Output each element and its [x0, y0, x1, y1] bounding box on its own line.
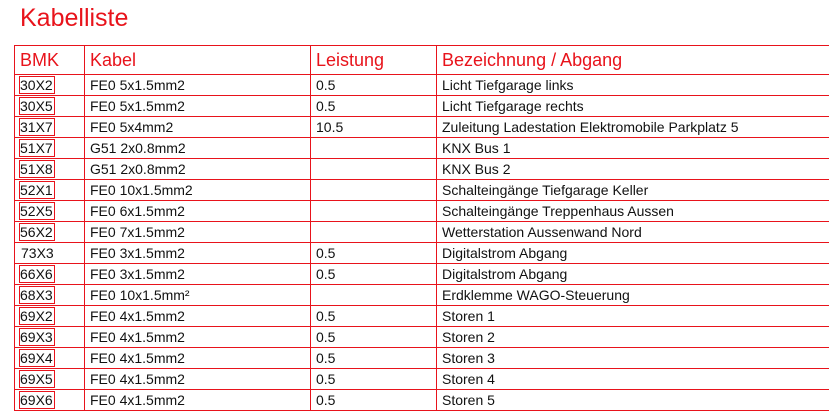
- cell-bezeichnung: Storen 2: [437, 327, 829, 348]
- bmk-reference-box: 51X8: [19, 160, 55, 178]
- cell-bezeichnung: Digitalstrom Abgang: [437, 243, 829, 264]
- bmk-reference-box: 69X6: [19, 391, 55, 409]
- cell-bezeichnung: Storen 5: [437, 390, 829, 411]
- cell-bmk: [15, 201, 85, 222]
- cell-bmk: [15, 222, 85, 243]
- cell-leistung: [311, 222, 437, 243]
- cell-bezeichnung: Licht Tiefgarage links: [437, 75, 829, 96]
- bmk-reference-box: 69X2: [19, 307, 55, 325]
- cell-leistung: 0.5: [311, 327, 437, 348]
- table-row: [15, 369, 829, 390]
- cell-bezeichnung: Schalteingänge Tiefgarage Keller: [437, 180, 829, 201]
- bmk-reference-box: 69X5: [19, 370, 55, 388]
- cell-bezeichnung: Erdklemme WAGO-Steuerung: [437, 285, 829, 306]
- cell-bmk: [15, 348, 85, 369]
- column-header-leistung: Leistung: [311, 46, 437, 75]
- cell-bmk: [15, 285, 85, 306]
- cell-kabel: FE0 3x1.5mm2: [85, 243, 311, 264]
- cell-leistung: 0.5: [311, 369, 437, 390]
- cell-kabel: G51 2x0.8mm2: [85, 138, 311, 159]
- cell-bezeichnung: Zuleitung Ladestation Elektromobile Parkplatz 5: [437, 117, 829, 138]
- bmk-reference-box: 52X5: [19, 202, 55, 220]
- cell-leistung: [311, 180, 437, 201]
- cell-bmk: [15, 75, 85, 96]
- cell-bezeichnung: KNX Bus 2: [437, 159, 829, 180]
- bmk-reference-box: 31X7: [19, 118, 55, 136]
- table-row: [15, 117, 829, 138]
- cell-bmk: [15, 390, 85, 411]
- table-header-row: [15, 46, 829, 75]
- cell-bezeichnung: KNX Bus 1: [437, 138, 829, 159]
- cell-kabel: FE0 4x1.5mm2: [85, 327, 311, 348]
- cell-bmk: [15, 117, 85, 138]
- column-header-bezeichnung: Bezeichnung / Abgang: [437, 46, 829, 75]
- cell-bmk: [15, 138, 85, 159]
- cable-table: [14, 45, 829, 411]
- cell-leistung: 0.5: [311, 390, 437, 411]
- table-row: [15, 264, 829, 285]
- bmk-reference-box: 30X2: [19, 76, 55, 94]
- bmk-label: 73X3: [19, 244, 54, 263]
- table-row: [15, 243, 829, 264]
- table-row: [15, 327, 829, 348]
- cell-bezeichnung: Digitalstrom Abgang: [437, 264, 829, 285]
- table-row: [15, 348, 829, 369]
- cell-bmk: [15, 369, 85, 390]
- cell-leistung: 0.5: [311, 348, 437, 369]
- cell-bmk: [15, 243, 85, 264]
- cell-kabel: FE0 10x1.5mm²: [85, 285, 311, 306]
- cell-kabel: FE0 5x1.5mm2: [85, 96, 311, 117]
- cell-kabel: FE0 3x1.5mm2: [85, 264, 311, 285]
- cell-leistung: [311, 159, 437, 180]
- bmk-reference-box: 52X1: [19, 181, 55, 199]
- table-row: [15, 306, 829, 327]
- bmk-reference-box: 68X3: [19, 286, 55, 304]
- cell-kabel: FE0 4x1.5mm2: [85, 306, 311, 327]
- cell-leistung: 0.5: [311, 243, 437, 264]
- cell-bmk: [15, 96, 85, 117]
- cell-leistung: 0.5: [311, 306, 437, 327]
- cell-bmk: [15, 180, 85, 201]
- table-row: [15, 201, 829, 222]
- table-row: [15, 390, 829, 411]
- cell-kabel: FE0 7x1.5mm2: [85, 222, 311, 243]
- cell-kabel: FE0 4x1.5mm2: [85, 390, 311, 411]
- cell-bmk: [15, 159, 85, 180]
- bmk-reference-box: 69X4: [19, 349, 55, 367]
- table-row: [15, 138, 829, 159]
- cell-leistung: 0.5: [311, 264, 437, 285]
- cell-kabel: FE0 5x1.5mm2: [85, 75, 311, 96]
- cell-bezeichnung: Storen 4: [437, 369, 829, 390]
- table-row: [15, 285, 829, 306]
- cell-kabel: FE0 10x1.5mm2: [85, 180, 311, 201]
- bmk-reference-box: 69X3: [19, 328, 55, 346]
- cell-bmk: [15, 327, 85, 348]
- cell-leistung: 0.5: [311, 75, 437, 96]
- cell-leistung: [311, 201, 437, 222]
- cell-leistung: [311, 138, 437, 159]
- cell-bezeichnung: Storen 1: [437, 306, 829, 327]
- cell-leistung: 10.5: [311, 117, 437, 138]
- cell-bmk: [15, 264, 85, 285]
- cell-kabel: FE0 6x1.5mm2: [85, 201, 311, 222]
- bmk-reference-box: 51X7: [19, 139, 55, 157]
- cell-bmk: [15, 306, 85, 327]
- cell-kabel: FE0 5x4mm2: [85, 117, 311, 138]
- table-row: [15, 159, 829, 180]
- cell-kabel: FE0 4x1.5mm2: [85, 348, 311, 369]
- cell-bezeichnung: Licht Tiefgarage rechts: [437, 96, 829, 117]
- table-body: [15, 75, 829, 411]
- table-row: [15, 75, 829, 96]
- table-row: [15, 222, 829, 243]
- cell-leistung: 0.5: [311, 96, 437, 117]
- cell-bezeichnung: Schalteingänge Treppenhaus Aussen: [437, 201, 829, 222]
- cell-bezeichnung: Storen 3: [437, 348, 829, 369]
- bmk-reference-box: 30X5: [19, 97, 55, 115]
- bmk-reference-box: 66X6: [19, 265, 55, 283]
- table-row: [15, 96, 829, 117]
- column-header-bmk: BMK: [15, 46, 85, 75]
- column-header-kabel: Kabel: [85, 46, 311, 75]
- cell-leistung: [311, 285, 437, 306]
- table-row: [15, 180, 829, 201]
- cell-bezeichnung: Wetterstation Aussenwand Nord: [437, 222, 829, 243]
- cell-kabel: G51 2x0.8mm2: [85, 159, 311, 180]
- cell-kabel: FE0 4x1.5mm2: [85, 369, 311, 390]
- page-title: Kabelliste: [20, 3, 128, 33]
- bmk-reference-box: 56X2: [19, 223, 55, 241]
